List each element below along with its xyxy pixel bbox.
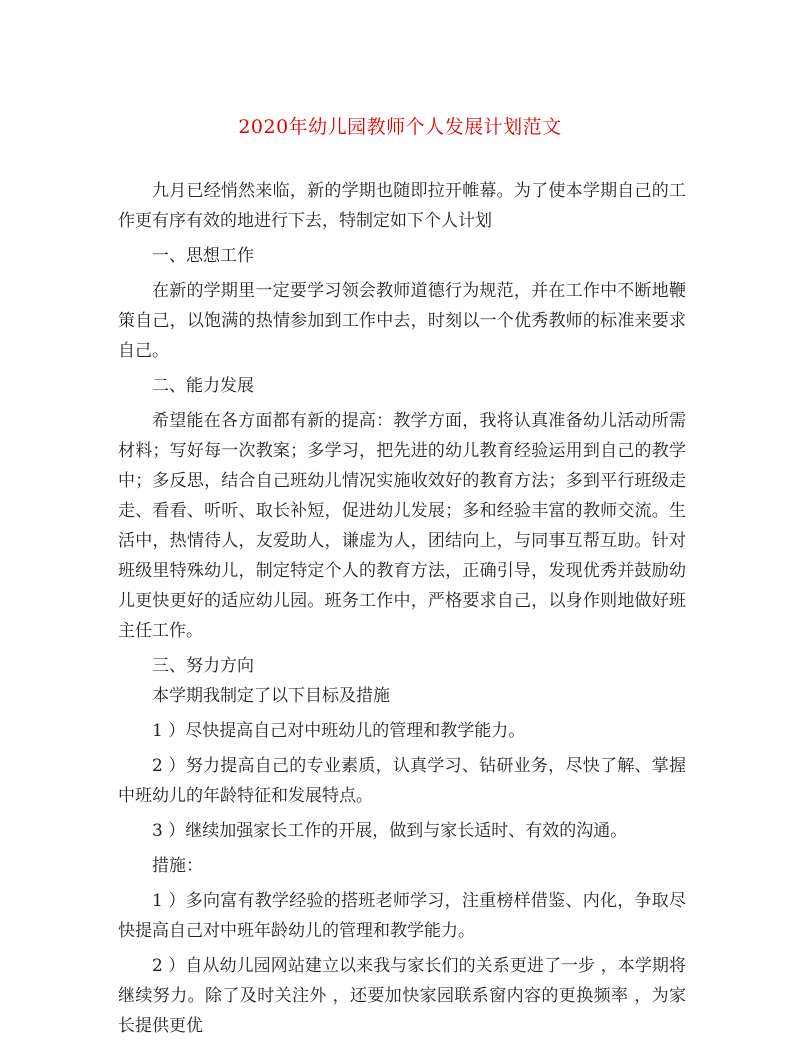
goal-item-1: 1 ）尽快提高自己对中班幼儿的管理和教学能力。 <box>152 721 526 741</box>
measure-item-1: 1 ）多向富有教学经验的搭班老师学习，注重榜样借鉴、内化，争取尽快提高自己对中班年龄幼儿的管理和教学能力。 <box>118 891 686 941</box>
goals-intro-paragraph: 本学期我制定了以下目标及措施 <box>152 686 390 706</box>
section-heading-thought: 一、思想工作 <box>152 246 254 266</box>
document-body <box>118 176 686 1041</box>
goal-item-3: 3 ）继续加强家长工作的开展，做到与家长适时、有效的沟通。 <box>152 821 628 841</box>
measure-item-2: 2 ）自从幼儿园网站建立以来我与家长们的关系更进了一步 ，本学期将继续努力。除了及时关注外 ，还要加快家园联系窗内容的更换频率 ，为家长提供更优 <box>118 956 686 1036</box>
intro-paragraph: 九月已经悄然来临，新的学期也随即拉开帷幕。为了使本学期自己的工作更有序有效的地进行下去，特制定如下个人计划 <box>118 181 686 231</box>
document-title: 2020年幼儿园教师个人发展计划范文 <box>238 116 562 138</box>
measures-heading: 措施： <box>152 856 203 876</box>
goal-item-2: 2 ）努力提高自己的专业素质，认真学习、钻研业务，尽快了解、掌握中班幼儿的年龄特征和发展特点。 <box>118 756 686 806</box>
thought-paragraph: 在新的学期里一定要学习领会教师道德行为规范，并在工作中不断地鞭策自己，以饱满的热情参加到工作中去，时刻以一个优秀教师的标准来要求自己。 <box>118 281 686 361</box>
section-heading-direction: 三、努力方向 <box>152 656 254 676</box>
ability-paragraph: 希望能在各方面都有新的提高：教学方面，我将认真准备幼儿活动所需材料；写好每一次教案；多学习，把先进的幼儿教育经验运用到自己的教学中；多反思，结合自己班幼儿情况实施收效好的教育方法；多到平行班级走走、看看、听听、取长补短，促进幼儿发展；多和经验丰富的教师交流。生活中，热情待人，友爱助人，谦虚为人，团结向上，与同事互帮互助。针对班级里特殊幼儿，制定特定个人的教育方法，正确引导，发现优秀并鼓励幼儿更快更好的适应幼儿园。班务工作中，严格要求自己，以身作则地做好班主任工作。 <box>118 411 686 641</box>
section-heading-ability: 二、能力发展 <box>152 376 254 396</box>
